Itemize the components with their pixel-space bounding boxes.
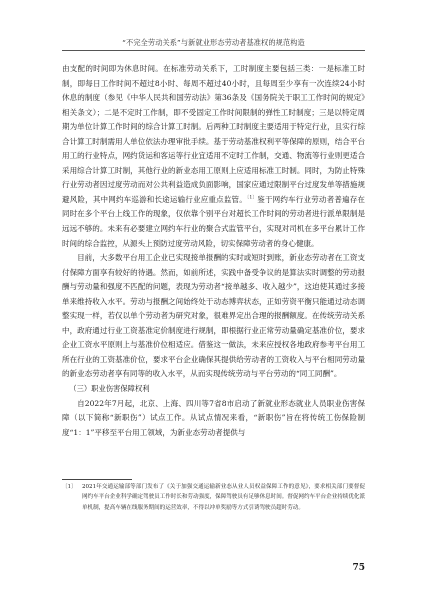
header-rule	[62, 50, 365, 51]
body-text	[62, 62, 365, 440]
paragraph-working-hours	[62, 62, 365, 251]
paragraph-wage-payment: 目前，大多数平台用工企业已实现接单报酬的实时或短时到账，新业态劳动者在工资支付保障方面享有较好的待遇。然而，如前所述，实践中备受争议的是算法实时调整的劳动报酬与劳动量和强度不匹配的问题，表现为劳动者“接单越多、收入越少”，这迫使其通过多接单来维持收入水平。劳动与报酬之间始终处于动态博弈状态，正如劳资平衡只能通过动态调整实现一样，若仅以单个劳动者为研究对象，很难界定出合理的报酬额度。在传统劳动关系中，政府通过行业工资基准定价制度进行规制，即根据行业正常劳动量确定基准价位，要求企业工资水平原则上与基准价位相适应。借鉴这一做法，未来应授权各地政府参考平台用工所在行业的工资基准价位，要求平台企业确保其提供给劳动者的工资收入与平台相同劳动量的新业态劳动者享有同等的收入水平，从而实现传统劳动与平台劳动的“同工同酬”。	[62, 253, 365, 379]
page-number: 75	[352, 563, 365, 573]
section-heading: （三）职业伤害保障权利	[69, 384, 150, 394]
paragraph-injury-protection: 自2022年7月起，北京、上海、四川等7省8市启动了新就业形态就业人员职业伤害保障（以下简称“新职伤”）试点工作。从试点情况来看，“新职伤”旨在将传统工伤保险制度“1：1”平移至平台用工领域，为新业态劳动者提供与	[62, 398, 365, 437]
footnote-text: 2021年交通运输部等部门发布了《关于加强交通运输新业态从业人员权益保障工作的意见》，要求相关部门要督促网约车平台企业科学确定驾驶员工作时长和劳动强度，保障驾驶员有足够休息时间。督促网约车平台企业持续优化派单机制，提高车辆在线服务期间的运营效率，不得以冲单奖励等方式引诱驾驶员超时劳动。	[82, 484, 365, 511]
footnote-rule	[62, 479, 132, 480]
paragraph-text: 由支配的时间即为休息时间。在标准劳动关系下，工时制度主要包括三类：一是标准工时制，即每日工作时间不超过8小时、每周不超过40小时，且每周至少享有一次连续24小时休息的制度（参见《中华人民共和国劳动法》第36条及《国务院关于职工工作时间的规定》相关条文）；二是不定时工作制，即不受固定工作时间限制的弹性工时制度；三是以特定周期为单位计算工作时间的综合计算工时制。后两种工时制度主要适用于特定行业，且实行综合计算工时制需用人单位依法办理审批手续。基于劳动基准权利平等保障的原则，结合平台用工的行业特点，网约货运和客运等行业宜适用不定时工作制，交通、物流等行业则更适合采用综合计算工时制，其他行业的新业态用工原则上应适用标准工时制。同时，为防止特殊行业劳动者因过度劳动而对公共利益造成负面影响，国家应通过限制平台过度发单等措施规避风险，其中网约车巡游和长途运输行业应重点监管。	[62, 64, 365, 204]
footnote	[62, 482, 365, 513]
running-header: “不完全劳动关系”与新就业形态劳动者基准权的规范构造	[122, 38, 305, 47]
footnote-reference[interactable]: 〔1〕	[246, 195, 258, 201]
paragraph-text: 鉴于网约车行业劳动者普遍存在同时在多个平台上线工作的现象，仅依靠个别平台对超长工作时间的劳动者进行派单限制是远远不够的。未来有必要建立网约车行业的聚合式监管平台，实现对司机在多平台累计工作时间的综合监控，从源头上预防过度劳动风险，切实保障劳动者的身心健康。	[62, 194, 365, 248]
footnote-number: 〔1〕	[62, 484, 77, 490]
